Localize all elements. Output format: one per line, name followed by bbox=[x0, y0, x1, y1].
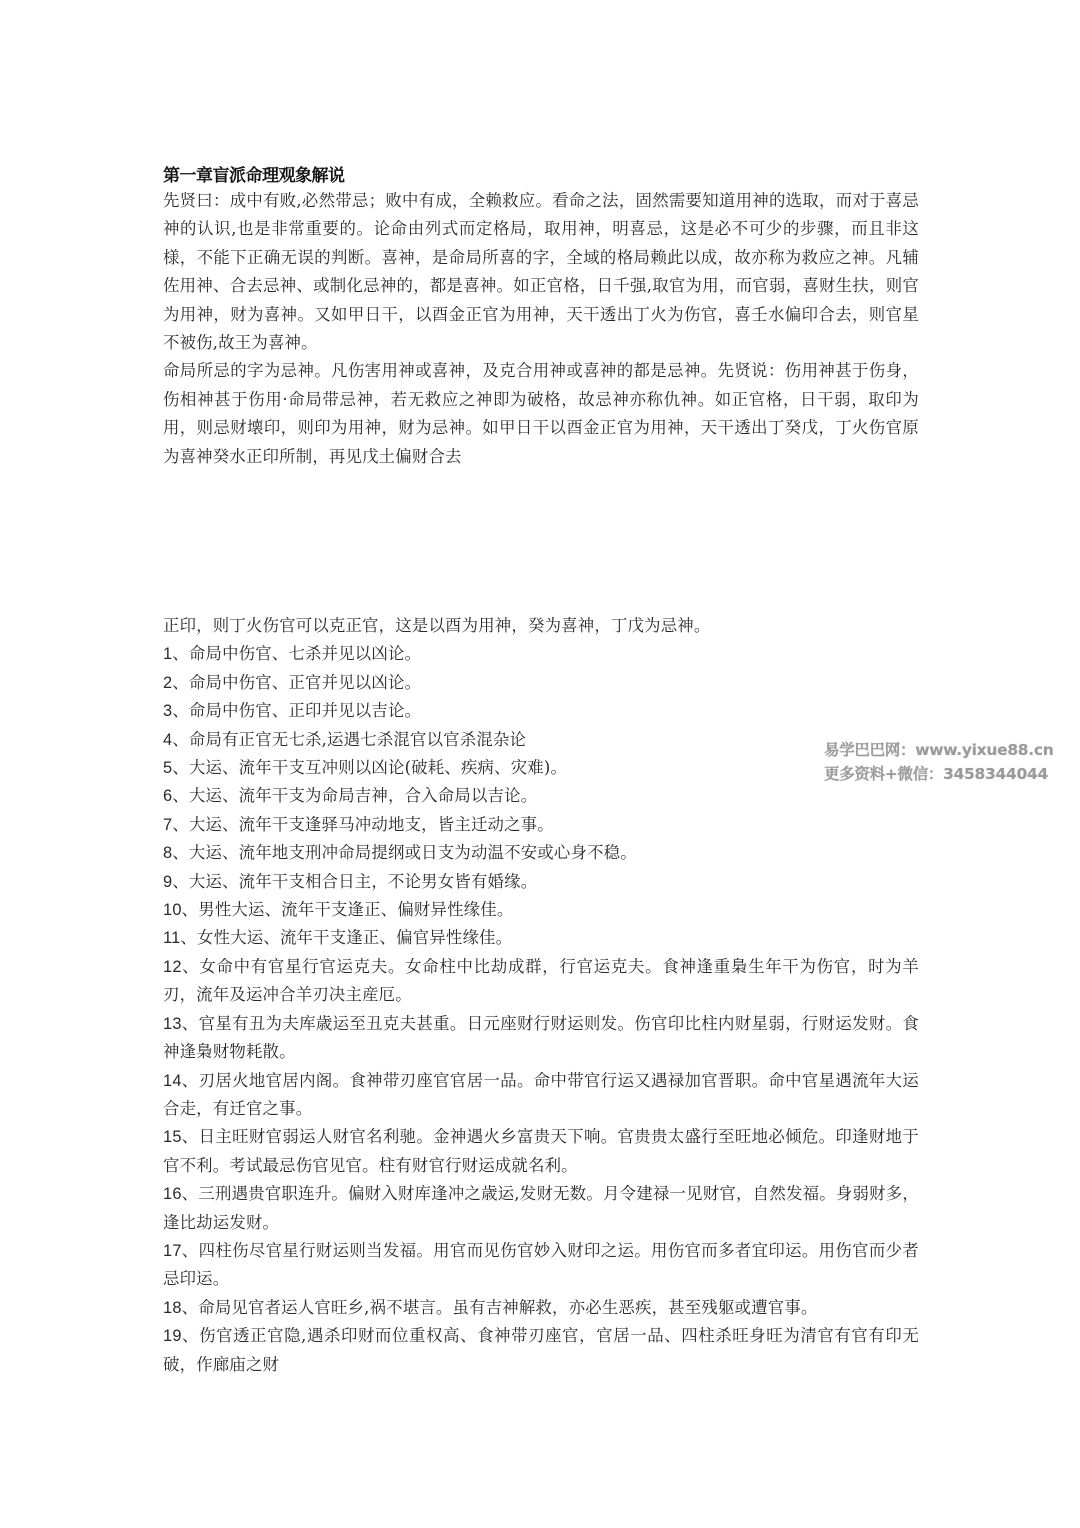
rule-number: 1、 bbox=[163, 645, 189, 664]
rule-item bbox=[163, 1294, 919, 1322]
rule-number: 5、 bbox=[163, 759, 189, 778]
paragraph: 命局所忌的字为忌神。凡伤害用神或喜神，及克合用神或喜神的都是忌神。先贤说：伤用神甚于伤身，伤相神甚于伤用·命局带忌神，若无救应之神即为破格，故忌神亦称仇神。如正官格，日干弱，取印为用，则忌财壊印，则印为用神，财为忌神。如甲日干以酉金正官为用神，天干透出丁癸戊，丁火伤官原为喜神癸水正印所制，再见戊土偏财合去 bbox=[163, 361, 919, 466]
rule-item bbox=[163, 1067, 919, 1124]
rule-number: 11、 bbox=[163, 929, 198, 948]
rule-item bbox=[163, 924, 919, 952]
rule-text: 大运、流年干支互冲则以凶论(破耗、疾病、灾难)。 bbox=[188, 758, 568, 778]
rule-item bbox=[163, 1123, 919, 1180]
rule-number: 3、 bbox=[163, 702, 189, 721]
watermark-line-1: 易学巴巴网：www.yixue88.cn bbox=[824, 741, 1054, 759]
rule-item bbox=[163, 1237, 919, 1294]
watermark bbox=[824, 738, 1054, 786]
rule-number: 12、 bbox=[163, 957, 200, 976]
rule-number: 9、 bbox=[163, 872, 189, 891]
watermark-line-2: 更多资料+微信：3458344044 bbox=[824, 765, 1048, 783]
rule-text: 刃居火地官居内阁。食神带刃座官官居一品。命中带官行运又遇禄加官晋职。命中官星遇流年大运合走，有迁官之事。 bbox=[163, 1070, 919, 1118]
rule-item bbox=[163, 669, 919, 697]
rule-number: 10、 bbox=[163, 901, 199, 920]
intro-section bbox=[163, 187, 919, 471]
rule-text: 命局中伤官、七杀并见以凶论。 bbox=[188, 644, 422, 664]
rule-text: 官星有丑为夫库歳运至丑克夫甚重。日元座财行财运则发。伤官印比柱内财星弱，行财运发财。食神逢梟财物耗散。 bbox=[163, 1013, 919, 1062]
rule-item bbox=[163, 1180, 919, 1237]
rule-number: 18、 bbox=[163, 1298, 199, 1317]
rule-text: 命局中伤官、正官并见以凶论。 bbox=[188, 672, 422, 692]
rule-number: 13、 bbox=[163, 1014, 199, 1033]
rule-item bbox=[163, 754, 919, 782]
rule-text: 四柱伤尽官星行财运则当发福。用官而见伤官妙入财印之运。用伤官而多者宜印运。用伤官而少者忌印运。 bbox=[163, 1240, 919, 1289]
rule-number: 8、 bbox=[163, 844, 189, 863]
rule-number: 19、 bbox=[163, 1327, 200, 1346]
rule-number: 4、 bbox=[163, 730, 189, 749]
rule-item bbox=[163, 726, 919, 754]
rule-text: 三刑遇贵官职连升。偏财入财库逢冲之歳运,发财无数。月令建禄一见财官，自然发福。身弱财多，逢比劫运发财。 bbox=[163, 1184, 919, 1232]
rule-number: 17、 bbox=[163, 1241, 199, 1260]
rule-number: 7、 bbox=[163, 815, 189, 834]
rule-item bbox=[163, 896, 919, 924]
rule-item bbox=[163, 868, 919, 896]
rule-item bbox=[163, 811, 919, 839]
rule-text: 命局见官者运人官旺乡,祸不堪言。虽有吉神解救，亦必生恶疾，甚至残躯或遭官事。 bbox=[198, 1297, 818, 1317]
rule-number: 15、 bbox=[163, 1128, 199, 1147]
rule-number: 6、 bbox=[163, 787, 189, 806]
rule-text: 大运、流年干支为命局吉神，合入命局以吉论。 bbox=[188, 786, 538, 806]
rule-number: 2、 bbox=[163, 673, 189, 692]
rule-item bbox=[163, 640, 919, 668]
rule-item bbox=[163, 839, 919, 867]
rule-text: 大运、流年地支刑冲命局提纲或日支为动温不安或心身不稳。 bbox=[188, 843, 637, 863]
chapter-title: 第一章盲派命理观象解说 bbox=[163, 166, 345, 186]
rule-item bbox=[163, 782, 919, 810]
rule-item bbox=[163, 953, 919, 1010]
rule-text: 命局中伤官、正印并见以吉论。 bbox=[188, 701, 422, 721]
rule-text: 女命中有官星行官运克夫。女命柱中比劫成群，行官运克夫。食神逢重梟生年干为伤官，时为羊刃，流年及运冲合羊刃决主産厄。 bbox=[163, 956, 919, 1005]
paragraph: 先贤曰：成中有败,必然带忌；败中有成，全赖救应。看命之法，固然需要知道用神的选取，而对于喜忌神的认识,也是非常重要的。论命由列式而定格局，取用神，明喜忌，这是必不可少的步骤，而且非这様，不能下正确无误的判断。喜神，是命局所喜的字，全域的格局赖此以成，故亦称为救应之神。凡辅佐用神、合去忌神、或制化忌神的，都是喜神。如正官格，日千强,取官为用，而官弱，喜财生扶，则官为用神，财为喜神。又如甲日干，以酉金正官为用神，天干透出丁火为伤官，喜壬水偏印合去，则官星不被伤,故王为喜神。 bbox=[163, 191, 919, 353]
rule-text: 男性大运、流年干支逢正、偏财异性缘佳。 bbox=[198, 900, 514, 920]
rule-text: 大运、流年干支逢驿马冲动地支，皆主迁动之事。 bbox=[188, 814, 554, 834]
rule-item bbox=[163, 1322, 919, 1379]
rule-text: 大运、流年干支相合日主，不论男女皆有婚缘。 bbox=[188, 871, 538, 891]
rule-text: 日主旺财官弱运人财官名利驰。金神遇火乡富贵天下响。官贵贵太盛行至旺地必倾危。印逢财地于官不利。考试最忌伤官见官。柱有财官行财运成就名利。 bbox=[163, 1127, 919, 1175]
rule-text: 命局有正官无七杀,运遇七杀混官以官杀混杂论 bbox=[188, 729, 527, 749]
rule-text: 女性大运、流年干支逢正、偏官异性缘佳。 bbox=[197, 928, 513, 948]
rule-number: 16、 bbox=[163, 1185, 199, 1204]
rule-text: 伤官透正官隐,遇杀印财而位重权高、食神带刃座官，官居一品、四柱杀旺身旺为清官有官有印无破，作廊庙之财 bbox=[163, 1326, 919, 1374]
rules-section bbox=[163, 612, 919, 1379]
rule-number: 14、 bbox=[163, 1071, 199, 1090]
rules-list bbox=[163, 640, 919, 1379]
rule-item bbox=[163, 1010, 919, 1067]
rule-item bbox=[163, 697, 919, 725]
continuation-paragraph: 正印，则丁火伤官可以克正官，这是以酉为用神，癸为喜神，丁戊为忌神。 bbox=[163, 616, 711, 635]
